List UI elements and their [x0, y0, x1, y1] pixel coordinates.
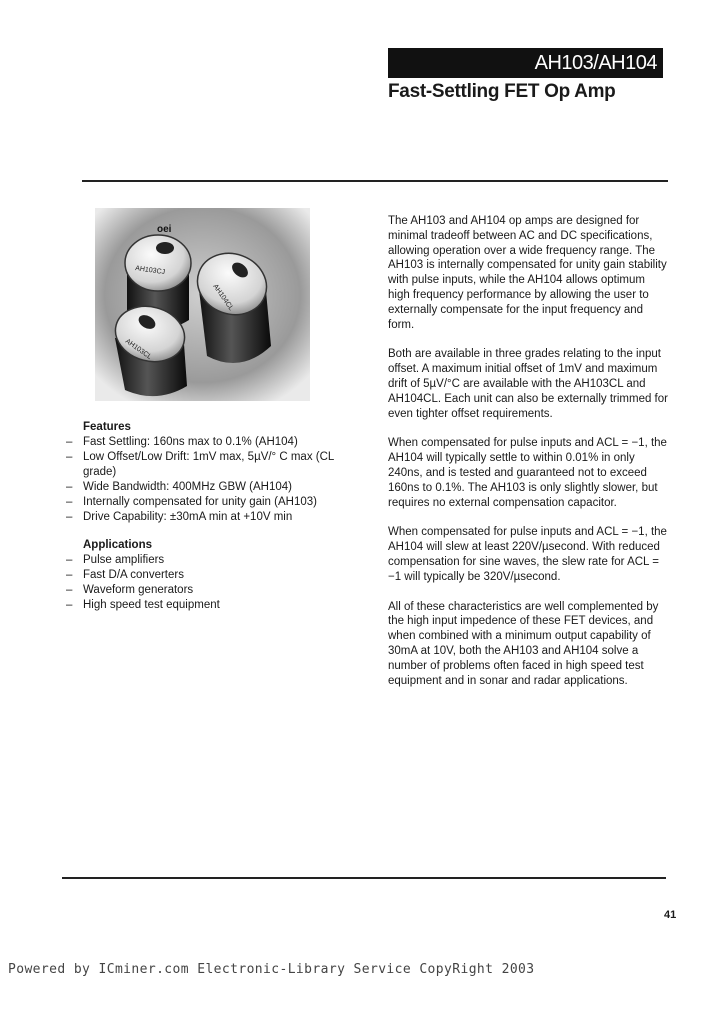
description-paragraph: When compensated for pulse inputs and ACL = −1, the AH104 will typically settle to within 0.01% in only 240ns, and is tested and guaranteed not to exceed 160ns to 0.1%. The AH103 is only slightly slower, but requires no external compensation capacitor. [388, 437, 667, 509]
product-photo [95, 208, 310, 401]
features-heading: Features [83, 421, 131, 433]
footer-watermark: Powered by ICminer.com Electronic-Library Service CopyRight 2003 [8, 962, 535, 977]
description-paragraph: When compensated for pulse inputs and ACL = −1, the AH104 will slew at least 220V/µsecond. With reduced compensation for sine waves, the slew rate for ACL = −1 will typically be 320V/µsecond. [388, 526, 667, 583]
applications-list [66, 553, 366, 613]
description-paragraph: The AH103 and AH104 op amps are designed for minimal tradeoff between AC and DC specifications, allowing operation over a wide frequency range. The AH103 is internally compensated for unity gain stability with pulse inputs, while the AH104 allows optimum high frequency performance by allowing the user to externally compensate for the input frequency and form. [388, 215, 667, 331]
part-number: AH103/AH104 [534, 51, 657, 74]
description-column [388, 214, 668, 703]
list-item: – Wide Bandwidth: 400MHz GBW (AH104) [66, 481, 292, 493]
part-number-banner [388, 48, 663, 78]
applications-heading: Applications [83, 539, 153, 551]
list-item: – Pulse amplifiers [66, 554, 165, 566]
list-item: – Low Offset/Low Drift: 1mV max, 5µV/° C max (CL grade) [66, 451, 334, 478]
list-item: – Drive Capability: ±30mA min at +10V min [66, 511, 293, 523]
logo-text: oei [157, 224, 172, 235]
features-list [66, 435, 366, 525]
page-title: Fast-Settling FET Op Amp [388, 81, 616, 102]
page-number: 41 [664, 909, 677, 921]
marking-ah104cl: AH104CL [211, 283, 235, 313]
list-item: – Fast D/A converters [66, 569, 184, 581]
features-applications-column [66, 420, 366, 613]
marking-ah103cl: AH103CL [123, 337, 153, 362]
bottom-divider [62, 877, 666, 879]
marking-ah103cj: AH103CJ [134, 265, 166, 277]
list-item: – Internally compensated for unity gain (AH103) [66, 496, 317, 508]
list-item: – Fast Settling: 160ns max to 0.1% (AH104) [66, 436, 298, 448]
list-item: – Waveform generators [66, 584, 194, 596]
description-paragraph: All of these characteristics are well complemented by the high input impedence of these FET devices, and when combined with a minimum output capability of 30mA at 10V, both the AH103 and AH104 solve a number of problems often faced in high speed test equipment and in sonar and radar applications. [388, 600, 659, 687]
top-divider [82, 180, 668, 182]
description-paragraph: Both are available in three grades relating to the input offset. A maximum initial offset of 1mV and maximum drift of 5µV/°C are available with the AH103CL and AH104CL. Each unit can also be externally trimmed for even tighter offset requirements. [388, 348, 668, 420]
list-item: – High speed test equipment [66, 599, 220, 611]
